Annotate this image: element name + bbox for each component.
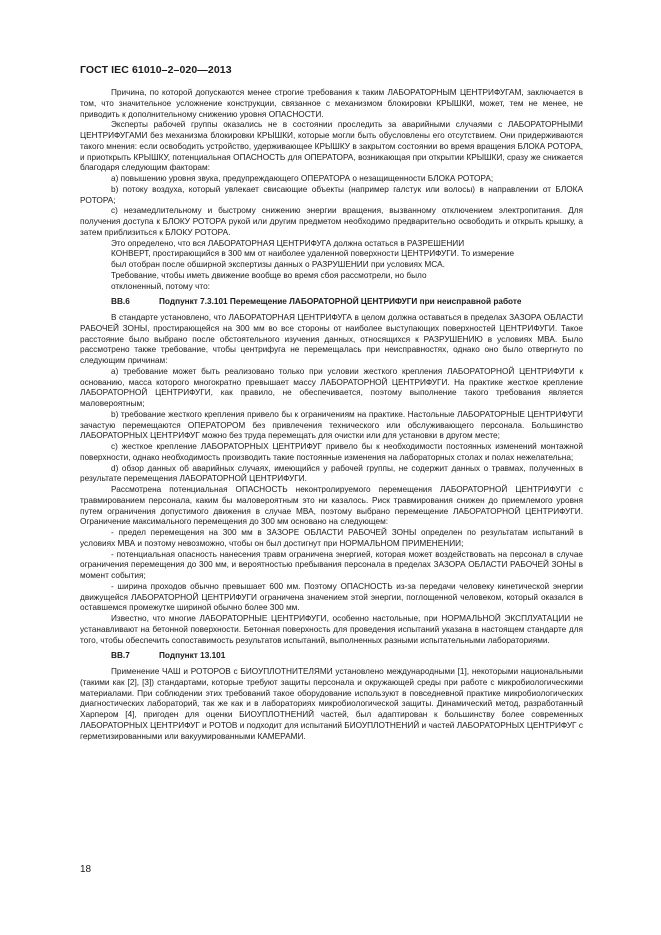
list-item: c) незамедлительному и быстрому снижению энергии вращения, вызванному отключением электропитания. Для получения доступа к БЛОКУ РОТОРА рукой или другим предметом необходимо предварительно освободить и открыть крышку, а затем приблизиться к БЛОКУ РОТОРА. bbox=[80, 206, 583, 237]
list-item: d) обзор данных об аварийных случаях, имеющийся у рабочей группы, не содержит данных о травмах, полученных в результате перемещения ЛАБОРАТОРНОЙ ЦЕНТРИФУГИ. bbox=[80, 463, 583, 484]
list-item: - потенциальная опасность нанесения травм ограничена энергией, которая может воздействовать на персонал в случае ограничения перемещения до 300 мм, и вероятностью пребывания персонала в пределах ЗАЗОРА ОБЛАСТИ РАБОЧЕЙ ЗОНЫ в момент события; bbox=[80, 549, 583, 580]
list-item: а) требование может быть реализовано только при условии жесткого крепления ЛАБОРАТОРНОЙ ЦЕНТРИФУГИ к основанию, масса которого многократно превышает массу ЛАБОРАТОРНОЙ ЦЕНТРИФУГИ. На практике жесткое крепление ЛАБОРАТОРНОЙ ЦЕНТРИФУГИ, как правило, не обеспечивается, поэтому выполнение такого требования является маловероятным; bbox=[80, 366, 583, 408]
paragraph: Рассмотрена потенциальная ОПАСНОСТЬ неконтролируемого перемещения ЛАБОРАТОРНОЙ ЦЕНТРИФУГИ с травмированием персонала, каким бы маловероятным это ни казалось. Риск травмирования снижен до приемлемого уровня путем ограничения допустимого движения в случае МВА, поэтому выбрано перемещение ЛАБОРАТОРНОЙ ЦЕНТРИФУГИ. Ограничение максимального перемещения до 300 мм основано на следующем: bbox=[80, 485, 583, 527]
section-heading-bb7 bbox=[111, 651, 583, 662]
list-item: b) требование жесткого крепления привело бы к ограничениям на практике. Настольные ЛАБОРАТОРНЫЕ ЦЕНТРИФУГИ зачастую перемещаются ОПЕРАТОРОМ без привлечения технического или обслуживающего персонала. Большинство ЛАБОРАТОРНЫХ ЦЕНТРИФУГ можно без труда перемещать для очистки или для установки в другом месте; bbox=[80, 409, 583, 441]
paragraph-line: был отобран после обширной экспертизы данных о РАЗРУШЕНИИ при условиях МСА. bbox=[111, 260, 445, 269]
paragraph-line: Это определено, что вся ЛАБОРАТОРНАЯ ЦЕНТРИФУГА должна остаться в РАЗРЕШЕНИИ bbox=[111, 238, 465, 248]
list-item: c) жесткое крепление ЛАБОРАТОРНЫХ ЦЕНТРИФУГ привело бы к необходимости постоянных изменений монтажной поверхности, однако необходимость производить такие постоянные изменения на лабораторных столах и полах нежелательна; bbox=[80, 442, 583, 462]
section-number: ВВ.7 bbox=[111, 651, 130, 661]
page-number: 18 bbox=[80, 864, 92, 875]
list-item: а) повышению уровня звука, предупреждающего ОПЕРАТОРА о незащищенности БЛОКА РОТОРА; bbox=[111, 174, 494, 183]
list-item: - предел перемещения на 300 мм в ЗАЗОРЕ ОБЛАСТИ РАБОЧЕЙ ЗОНЫ определен по результатам испытаний в условиях МВА и поэтому невозможно, чтобы он был достигнут при НОРМАЛЬНОМ ПРИМЕНЕНИИ; bbox=[80, 528, 583, 548]
section-title: Подпункт 7.3.101 Перемещение ЛАБОРАТОРНОЙ ЦЕНТРИФУГИ при неисправной работе bbox=[159, 297, 522, 307]
paragraph-line: Требование, чтобы иметь движение вообще во время сбоя рассмотрели, но было bbox=[111, 270, 427, 280]
document-body bbox=[80, 88, 583, 742]
paragraph: Известно, что многие ЛАБОРАТОРНЫЕ ЦЕНТРИФУГИ, особенно настольные, при НОРМАЛЬНОЙ ЭКСПЛУАТАЦИИ не устанавливают на бетонной поверхности. Бетонная поверхность для проведения испытаний указана в настоящем стандарте для того, чтобы обеспечить сопоставимость результатов испытаний, выполненных разными испытательными лабораториями. bbox=[80, 614, 583, 645]
section-number: ВВ.6 bbox=[111, 297, 130, 307]
paragraph: В стандарте установлено, что ЛАБОРАТОРНАЯ ЦЕНТРИФУГА в целом должна оставаться в пределах ЗАЗОРА ОБЛАСТИ РАБОЧЕЙ ЗОНЫ, простирающейся на 300 мм во все стороны от наиболее выступающих поверхностей ЦЕНТРИФУГИ. Такое расстояние было выбрано после обстоятельного изучения данных, относящихся к РАЗРУШЕНИЮ в условиях МВА. Было рассмотрено также требование, чтобы центрифуга не перемещалась при неисправностях, однако оно было отвергнуто по следующим причинам: bbox=[80, 313, 583, 365]
list-item: - ширина проходов обычно превышает 600 мм. Поэтому ОПАСНОСТЬ из-за передачи человеку кинетической энергии движущейся ЛАБОРАТОРНОЙ ЦЕНТРИФУГИ ограничена значением этой энергии, поглощенной человеком, который оказался в оставшемся промежутке шириной обычно более 300 мм. bbox=[80, 581, 583, 613]
paragraph: Эксперты рабочей группы оказались не в состоянии проследить за аварийными случаями с ЛАБОРАТОРНЫМИ ЦЕНТРИФУГАМИ без механизма блокировки КРЫШКИ, которые могли быть обусловлены его отсутствием. Они придерживаются такого мнения: если освободить устройство, удерживающее КРЫШКУ в закрытом состоянии во время вращения БЛОКА РОТОРА, и приоткрыть КРЫШКУ, потенциальная ОПАСНОСТЬ для ОПЕРАТОРА, возникающая при открытии КРЫШКИ, сразу же снижается благодаря следующим факторам: bbox=[80, 120, 583, 173]
document-header: ГОСТ IEC 61010–2–020—2013 bbox=[80, 64, 232, 76]
paragraph-line: отклоненный, потому что: bbox=[111, 281, 210, 291]
list-item: b) потоку воздуха, который увлекает свисающие объекты (например галстук или волосы) в направлении от БЛОКА РОТОРА; bbox=[80, 184, 583, 205]
section-heading-bb6 bbox=[111, 297, 583, 308]
paragraph: Применение ЧАШ и РОТОРОВ с БИОУПЛОТНИТЕЛЯМИ установлено международными [1], некоторыми национальными (такими как [2], [3]) стандартами, которые требуют защиты персонала и окружающей среды при работе с микробиологическими материалами. При соблюдении этих требований такое оборудование используют в повседневной практике микробиологических диагностических лабораторий, так же как и в лабораториях микробиологической защиты. Динамический метод, разработанный Харпером [4], пригоден для оценки БИОУПЛОТНЕНИЙ частей, был адаптирован к большинству более современных ЛАБОРАТОРНЫХ ЦЕНТРИФУГ и РОТОВ и подходит для испытаний БИОУПЛОТНЕНИЙ и частей ЛАБОРАТОРНЫХ ЦЕНТРИФУГ с герметизированными или вакуумированными КАМЕРАМИ. bbox=[80, 667, 583, 741]
paragraph-line: КОНВЕРТ, простирающийся в 300 мм от наиболее удаленной поверхности ЦЕНТРИФУГИ. То измерение bbox=[111, 249, 515, 259]
paragraph: Причина, по которой допускаются менее строгие требования к таким ЛАБОРАТОРНЫМ ЦЕНТРИФУГАМ, заключается в том, что значительное усложнение конструкции, связанное с механизмом блокировки КРЫШКИ, может, тем не менее, не приводить к дополнительному снижению уровня ОПАСНОСТИ. bbox=[80, 88, 583, 119]
section-title: Подпункт 13.101 bbox=[159, 651, 226, 661]
